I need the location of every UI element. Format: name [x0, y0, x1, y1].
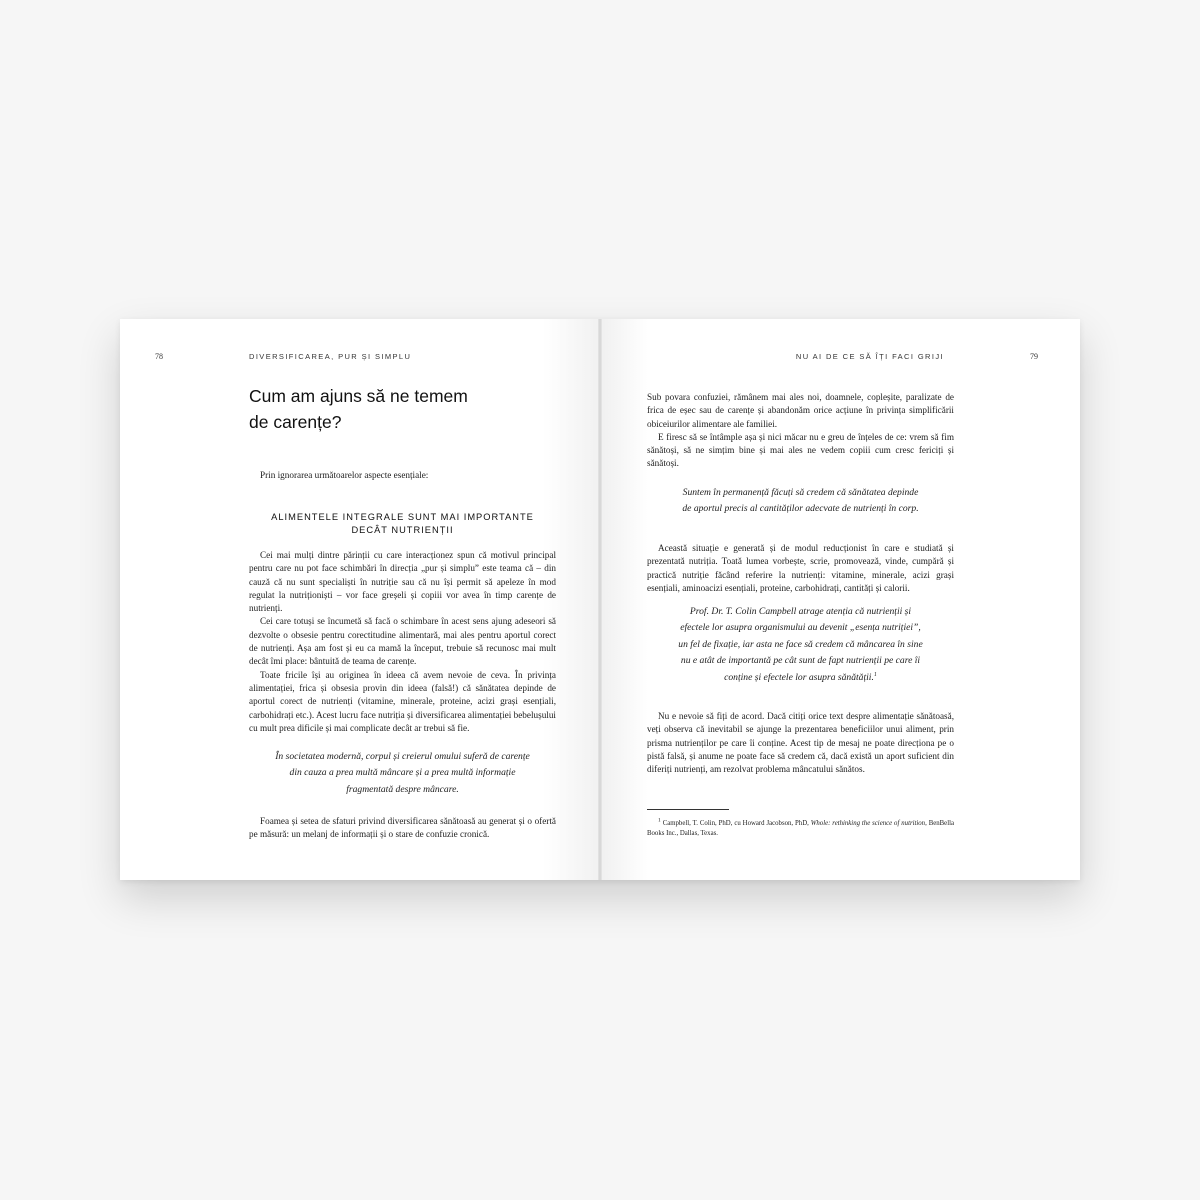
quote-line: fragmentată despre mâncare. — [346, 783, 459, 795]
quote-line: efectele lor asupra organismului au devenit „esența nutriției”, — [680, 622, 921, 634]
chapter-title-line: Cum am ajuns să ne temem — [249, 386, 468, 406]
pull-quote — [249, 749, 556, 798]
paragraph: Foamea și setea de sfaturi privind diversificarea sănătoasă au generat și o ofertă pe măsură: un melanj de informații și o stare de confuzie cronică. — [249, 816, 556, 840]
paragraph: Cei mai mulți dintre părinții cu care interacționez spun că motivul principal pentru care nu pot face schimbări în direcția „pur și simplu” este teama că – din cauză că nu sunt specialiști în nutriție sau că nu își permit să apeleze în mod regulat la nutriționiști – vor face greșeli și copiii vor avea în timp carențe de nutrienți. — [249, 550, 556, 614]
footnote-reference[interactable]: 1 — [873, 671, 877, 678]
paragraph: Cei care totuși se încumetă să facă o schimbare în acest sens ajung adeseori să dezvolte o obsesie pentru corectitudine alimentară, mai ales pentru aportul corect de nutrienți. Așa am fost și eu ca mamă la început, trebuie să recunosc mai mult decât îmi place: bântuită de teama de carențe. — [249, 616, 556, 667]
body-column — [249, 815, 556, 842]
right-page — [600, 319, 1080, 880]
paragraph: Nu e nevoie să fiți de acord. Dacă citiți orice text despre alimentație sănătoasă, veți observa că inevitabil se ajunge la prezentarea beneficiilor unui aliment, prin prisma nutrienților pe care îi conține. Acest tip de mesaj ne poate direcționa pe o pistă falsă, și anume ne poate face să credem că, dacă există un aport suficient din diferiți nutrienți, am rezolvat problema mâncatului sănătos. — [647, 711, 954, 775]
paragraph: Sub povara confuziei, rămânem mai ales noi, doamnele, copleșite, paralizate de frica de eșec sau de carențe și abandonăm orice acțiune în privința simplificării obiceiurilor alimentare ale familiei. — [647, 392, 954, 429]
section-heading-line: DECÂT NUTRIENȚII — [351, 524, 454, 535]
footnote-text — [647, 819, 954, 839]
quote-line: nu e atât de importantă pe cât sunt de fapt nutrienții pe care îi — [680, 655, 921, 667]
chapter-title-line: de carențe? — [249, 412, 342, 432]
chapter-title — [249, 383, 509, 435]
body-column — [647, 542, 954, 595]
quote-line-text: conține și efectele lor asupra sănătății. — [724, 671, 874, 683]
quote-line: Prof. Dr. T. Colin Campbell atrage atenția că nutrienții și — [689, 606, 912, 617]
paragraph: Această situație e generată și de modul reducționist în care e studiată și prezentată nutriția. Toată lumea vorbește, scrie, promovează, vinde, cumpără și practică nutriție făcând referire la nutrienți: vitamine, minerale, acizi grași esențiali, aminoacizi esențiali, proteine, carbohidrați, cantități și calorii. — [647, 543, 954, 593]
book-gutter — [598, 319, 602, 880]
running-head: NU AI DE CE SĂ ÎȚI FACI GRIJI — [795, 352, 944, 361]
intro-line: Prin ignorarea următoarelor aspecte esențiale: — [260, 470, 429, 480]
quote-line: de aportul precis al cantităților adecvate de nutrienți în corp. — [682, 503, 919, 515]
pull-quote — [647, 604, 954, 686]
footnote-title: Whole: rethinking the science of nutrition — [810, 820, 926, 827]
footnote-number: 1 — [658, 817, 661, 824]
page-number: 79 — [1030, 352, 1038, 361]
pull-quote — [647, 485, 954, 518]
left-page — [120, 319, 600, 880]
quote-line: Suntem în permanență făcuți să credem că sănătatea depinde — [682, 487, 919, 498]
running-head: DIVERSIFICAREA, PUR ȘI SIMPLU — [249, 352, 412, 361]
body-column — [647, 391, 954, 471]
quote-line: din cauza a prea multă mâncare și a prea multă informație — [289, 767, 516, 779]
footnote-authors: Campbell, T. Colin, PhD, cu Howard Jacobson, PhD, — [662, 820, 809, 827]
paragraph: E firesc să se întâmple așa și nici măcar nu e greu de înțeles de ce: vrem să fim sănătoși, să ne simțim bine și mai ales ne vedem copiii cum cresc fericiți și sănătoși. — [647, 431, 954, 469]
body-column — [249, 549, 556, 735]
footnote-publisher: , BenBella Books Inc., Dallas, Texas. — [647, 820, 954, 837]
body-column — [647, 710, 954, 776]
section-heading — [249, 511, 556, 536]
footnote — [647, 819, 954, 839]
page-number: 78 — [155, 352, 163, 361]
quote-line — [647, 670, 954, 686]
quote-line: În societatea modernă, corpul și creierul omului suferă de carențe — [275, 751, 530, 762]
book-spread — [120, 319, 1080, 880]
paragraph: Toate fricile își au originea în ideea că avem nevoie de ceva. În privința alimentației, frica și obsesia provin din ideea (falsă!) că sănătatea depinde de aportul corect de nutrienți (vitamine, minerale, proteine, acizi grași esențiali, carbohidrați etc.). Acest lucru face nutriția și diversificarea alimentației bebelușului cu mult prea dificile și mai complicate decât ar trebui să fie. — [249, 669, 556, 733]
footnote-rule — [647, 809, 729, 810]
section-heading-line: ALIMENTELE INTEGRALE SUNT MAI IMPORTANTE — [271, 512, 534, 522]
quote-line: un fel de fixație, iar asta ne face să credem că mâncarea în sine — [678, 638, 923, 650]
